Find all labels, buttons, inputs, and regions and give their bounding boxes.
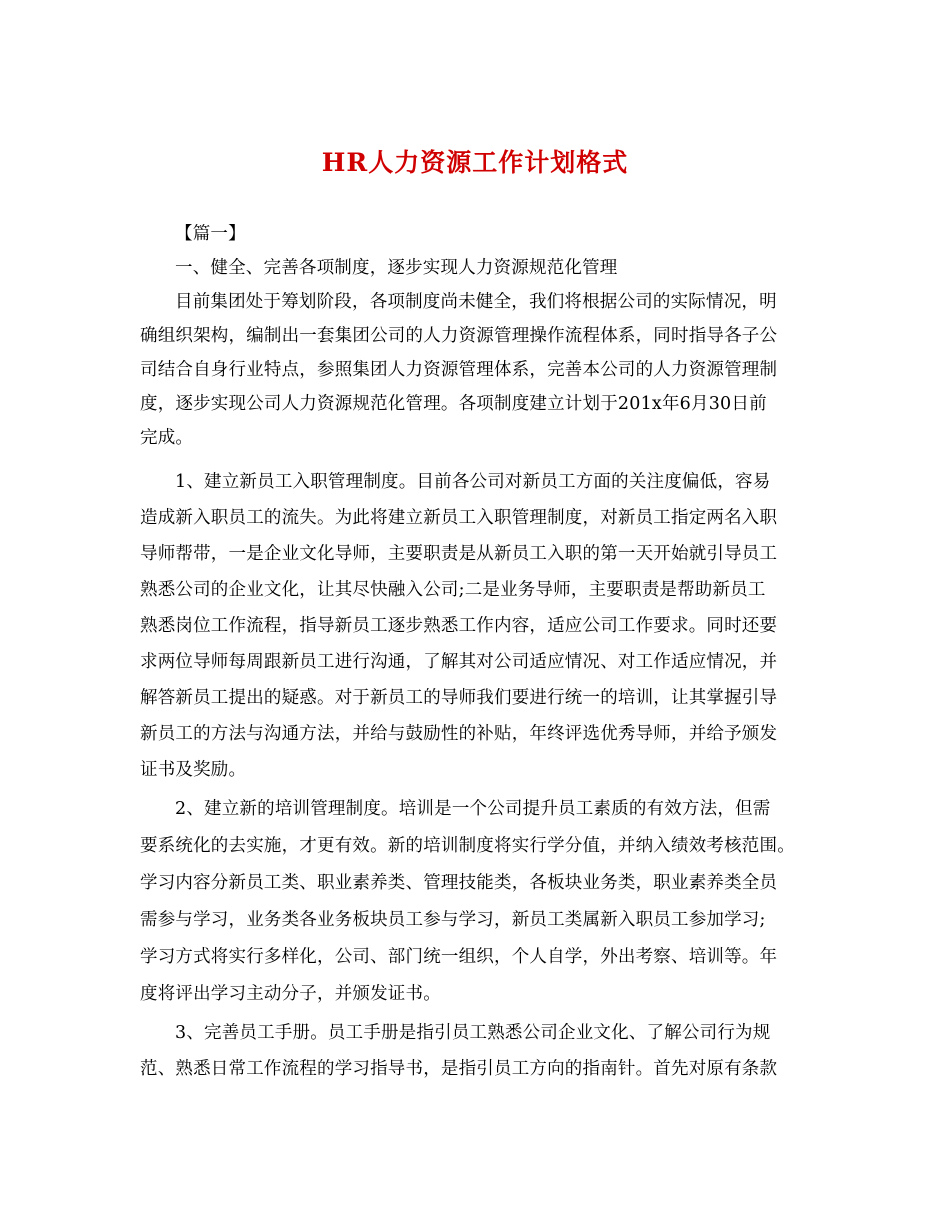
paragraph-line: 1、建立新员工入职管理制度。目前各公司对新员工方面的关注度偏低，容易 bbox=[175, 472, 771, 492]
paragraph-line: 度，逐步实现公司人力资源规范化管理。各项制度建立计划于201x年6月30日前 bbox=[140, 394, 767, 414]
paragraph-line: 学习内容分新员工类、职业素养类、管理技能类，各板块业务类，职业素养类全员 bbox=[140, 873, 778, 893]
paragraph-line: 范、熟悉日常工作流程的学习指导书，是指引员工方向的指南针。首先对原有条款 bbox=[140, 1059, 778, 1079]
paragraph-line: 2、建立新的培训管理制度。培训是一个公司提升员工素质的有效方法，但需 bbox=[175, 799, 771, 819]
paragraph-line: 司结合自身行业特点，参照集团人力资源管理体系，完善本公司的人力资源管理制 bbox=[140, 360, 778, 380]
paragraph-line: 确组织架构，编制出一套集团公司的人力资源管理操作流程体系，同时指导各子公 bbox=[140, 326, 778, 346]
paragraph-line: 目前集团处于筹划阶段，各项制度尚未健全，我们将根据公司的实际情况，明 bbox=[175, 292, 777, 312]
paragraph-line: 新员工的方法与沟通方法，并给与鼓励性的补贴，年终评选优秀导师，并给予颁发 bbox=[140, 724, 778, 744]
paragraph-line: 学习方式将实行多样化，公司、部门统一组织，个人自学，外出考察、培训等。年 bbox=[140, 947, 778, 967]
paragraph-line: 熟悉岗位工作流程，指导新员工逐步熟悉工作内容，适应公司工作要求。同时还要 bbox=[140, 616, 778, 636]
paragraph-line: 3、完善员工手册。员工手册是指引员工熟悉公司企业文化、了解公司行为规 bbox=[175, 1023, 771, 1043]
section-heading: 【篇一】 bbox=[175, 224, 246, 244]
document-title: HR人力资源工作计划格式 bbox=[321, 148, 629, 177]
paragraph-line: 证书及奖励。 bbox=[140, 760, 247, 780]
paragraph-line: 导师帮带，一是企业文化导师，主要职责是从新员工入职的第一天开始就引导员工 bbox=[140, 544, 778, 564]
paragraph-line: 解答新员工提出的疑惑。对于新员工的导师我们要进行统一的培训，让其掌握引导 bbox=[140, 688, 778, 708]
paragraph-line: 求两位导师每周跟新员工进行沟通，了解其对公司适应情况、对工作适应情况，并 bbox=[140, 652, 778, 672]
paragraph-line: 需参与学习，业务类各业务板块员工参与学习，新员工类属新入职员工参加学习; bbox=[140, 910, 766, 930]
paragraph-line: 造成新入职员工的流失。为此将建立新员工入职管理制度，对新员工指定两名入职 bbox=[140, 508, 778, 528]
paragraph-line: 完成。 bbox=[140, 428, 194, 448]
paragraph-heading: 一、健全、完善各项制度，逐步实现人力资源规范化管理 bbox=[175, 258, 618, 278]
paragraph-line: 度将评出学习主动分子，并颁发证书。 bbox=[140, 984, 441, 1004]
paragraph-line: 要系统化的去实施，才更有效。新的培训制度将实行学分值，并纳入绩效考核范围。 bbox=[140, 836, 795, 856]
paragraph-line: 熟悉公司的企业文化，让其尽快融入公司;二是业务导师，主要职责是帮助新员工 bbox=[140, 580, 766, 600]
